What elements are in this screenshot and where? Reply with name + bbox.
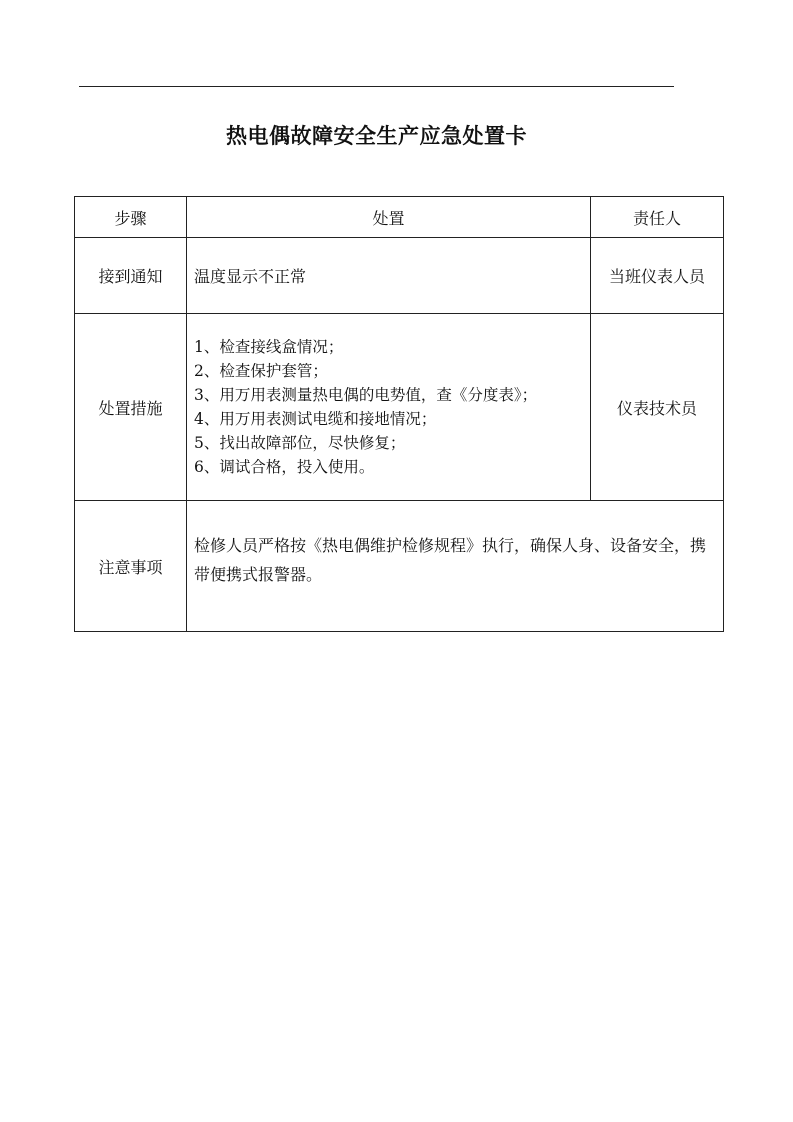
- table-row-notify: [75, 238, 724, 314]
- measure-item: 4、用万用表测试电缆和接地情况；: [194, 410, 437, 428]
- header-step: 步骤: [75, 197, 187, 238]
- table-row-notes: [75, 501, 724, 632]
- measures-list: [194, 335, 590, 479]
- notes-text: 检修人员严格按《热电偶维护检修规程》执行，确保人身、设备安全，携带便携式报警器。: [194, 536, 707, 584]
- measure-item: 1、检查接线盒情况；: [194, 338, 344, 356]
- step-cell: 接到通知: [75, 238, 187, 314]
- emergency-card-table: [74, 196, 724, 632]
- table-header-row: [75, 197, 724, 238]
- header-rule: [79, 86, 674, 87]
- page-title: 热电偶故障安全生产应急处置卡: [226, 124, 527, 148]
- action-cell: [187, 314, 591, 501]
- measure-item: 2、检查保护套管；: [194, 362, 328, 380]
- step-cell: 注意事项: [75, 501, 187, 632]
- notes-cell: [187, 501, 724, 632]
- step-cell: 处置措施: [75, 314, 187, 501]
- header-action: 处置: [187, 197, 591, 238]
- measure-item: 6、调试合格，投入使用。: [194, 458, 375, 476]
- action-cell: 温度显示不正常: [187, 238, 591, 314]
- owner-cell: 仪表技术员: [591, 314, 724, 501]
- header-owner: 责任人: [591, 197, 724, 238]
- measure-item: 5、找出故障部位，尽快修复；: [194, 434, 406, 452]
- owner-cell: 当班仪表人员: [591, 238, 724, 314]
- measure-item: 3、用万用表测量热电偶的电势值，查《分度表》；: [194, 386, 538, 404]
- table-row-measures: [75, 314, 724, 501]
